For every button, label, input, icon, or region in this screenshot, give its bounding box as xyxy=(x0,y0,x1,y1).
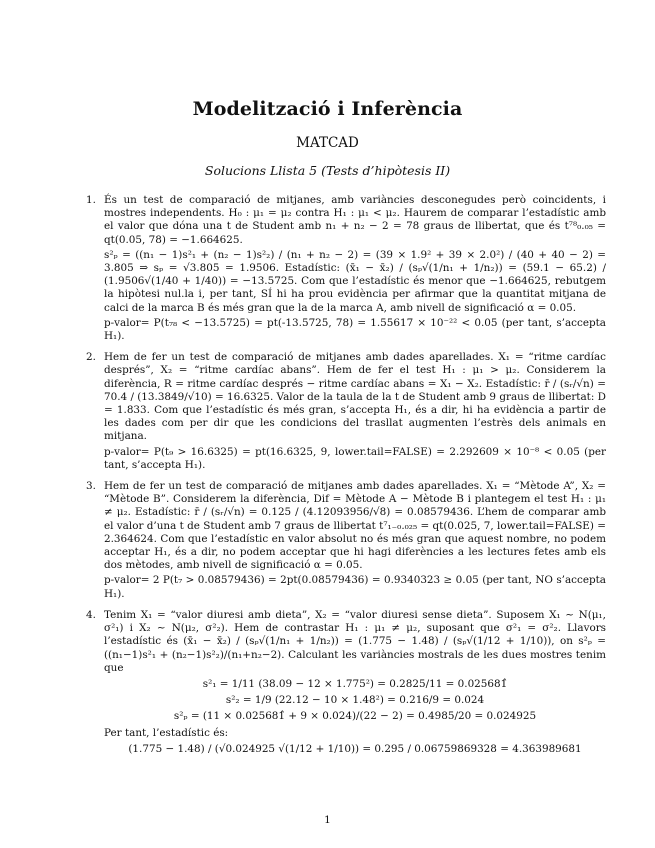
item-pvalue: p-valor= P(t₉ > 16.6325) = pt(16.6325, 9, lower.tail=FALSE) = 2.292609 × 10⁻⁸ < 0.05 (per tant, s’accepta H₁). xyxy=(104,445,606,471)
item-paragraph: Hem de fer un test de comparació de mitjanes amb dades aparellades. X₁ = “Mètode A”, X₂ = “Mètode B”. Considerem la diferència, Dif = Mètode A − Mètode B i plantegem el test H₁ : μ₁ ≠ μ₂. Estadístic: r̄ / (sᵣ/√n) = 0.125 / (4.12093956/√8) = 0.08579436. L’hem de comparar amb el valor d’una t de Student amb 7 graus de llibertat t⁷₁₋₀.₀₂₅ = qt(0.025, 7, lower.tail=FALSE) = 2.364624. Com que l’estadístic en valor absolut no és més gran que aquest nombre, no podem acceptar H₁, és a dir, no podem acceptar que hi hagi diferències a les lectures fetes amb els dos mètodes, amb nivell de significació α = 0.05. xyxy=(104,480,606,572)
item-number: 1. xyxy=(86,194,96,206)
item-pvalue: p-valor= P(t₇₈ < −13.5725) = pt(-13.5725, 78) = 1.55617 × 10⁻²² < 0.05 (per tant, s’accepta H₁). xyxy=(104,316,606,343)
item-paragraph: s²ₚ = ((n₁ − 1)s²₁ + (n₂ − 1)s²₂) / (n₁ + n₂ − 2) = (39 × 1.9² + 39 × 2.0²) / (40 + 40 − 2) = 3.805 ⇒ sₚ = √3.805 = 1.9506. Estadístic: (x̄₁ − x̄₂) / (sₚ√(1/n₁ + 1/n₂)) = (59.1 − 65.2) / (1.9506√(1/40 + 1/40)) = −13.5725. Com que l’estadístic és menor que −1.664625, rebutgem la hipòtesi nul.la i, per tant, SÍ hi ha prou evidència per afirmar que la quantitat mitjana de calci de la marca B és més gran que la de la marca A, amb nivell de significació α = 0.05. xyxy=(104,248,606,314)
item-outro: Per tant, l’estadístic és: xyxy=(104,726,229,739)
solutions-list xyxy=(86,194,606,764)
item-number: 4. xyxy=(86,608,96,621)
item-paragraph: És un test de comparació de mitjanes, amb variàncies desconegudes però coincidents, i mostres independents. H₀ : μ₁ = μ₂ contra H₁ : μ₁ < μ₂. Haurem de comparar l’estadístic amb el valor que dóna una t de Student amb n₁ + n₂ − 2 = 78 graus de llibertat, que és t⁷⁸₀.₀₅ = qt(0.05, 78) = −1.664625. xyxy=(104,194,606,246)
item-paragraph: Hem de fer un test de comparació de mitjanes amb dades aparellades. X₁ = “ritme cardíac després”, X₂ = “ritme cardíac abans”. Hem de fer el test H₁ : μ₁ > μ₂. Considerem la diferència, R = ritme cardíac després − ritme cardíac abans = X₁ − X₂. Estadístic: r̄ / (sᵣ/√n) = 70.4 / (13.3849/√10) = 16.6325. Valor de la taula de la t de Student amb 9 graus de llibertat: D = 1.833. Com que l’estadístic és més gran, s’accepta H₁, és a dir, hi ha evidència a partir de les dades com per dir que les condicions del trasllat augmenten l’estrès dels animals en mitjana. xyxy=(104,351,606,443)
equation-s1-squared: s²₁ = 1/11 (38.09 − 12 × 1.775²) = 0.2825/11 = 0.025681̂ xyxy=(202,677,508,690)
item-pvalue: p-valor= 2 P(t₇ > 0.08579436) = 2pt(0.08579436) = 0.9340323 ≥ 0.05 (per tant, NO s’accepta H₁). xyxy=(104,574,606,600)
solution-item-2 xyxy=(86,351,606,472)
equation-s2-squared: s²₂ = 1/9 (22.12 − 10 × 1.48²) = 0.216/9 = 0.024 xyxy=(225,694,485,707)
page-number: 1 xyxy=(324,814,331,826)
solution-item-3 xyxy=(86,480,606,601)
equation-final-statistic: (1.775 − 1.48) / (√0.024925 √(1/12 + 1/10)) = 0.295 / 0.06759869328 = 4.363989681 xyxy=(128,742,582,755)
item-number: 2. xyxy=(86,351,96,364)
equation-sp-squared: s²ₚ = (11 × 0.025681̂ + 9 × 0.024)/(22 − 2) = 0.4985/20 = 0.024925 xyxy=(173,710,537,723)
item-paragraph: Tenim X₁ = “valor diuresi amb dieta”, X₂ = “valor diuresi sense dieta”. Suposem X₁ ∼ N(μ₁, σ²₁) i X₂ ∼ N(μ₂, σ²₂). Hem de contrastar H₁ : μ₁ ≠ μ₂, suposant que σ²₁ = σ²₂. Llavors l’estadístic és (x̄₁ − x̄₂) / (sₚ√(1/n₁ + 1/n₂)) = (1.775 − 1.48) / (sₚ√(1/12 + 1/10)), on s²ₚ = ((n₁−1)s²₁ + (n₂−1)s²₂)/(n₁+n₂−2). Calculant les variàncies mostrals de les dues mostres tenim que xyxy=(104,608,606,674)
course-name: MATCAD xyxy=(296,135,359,151)
solution-item-1 xyxy=(86,194,606,343)
item-number: 3. xyxy=(86,480,96,493)
solution-item-4 xyxy=(86,609,606,756)
document-subtitle: Solucions Llista 5 (Tests d’hipòtesis II) xyxy=(204,163,451,178)
document-title: Modelització i Inferència xyxy=(192,98,463,120)
